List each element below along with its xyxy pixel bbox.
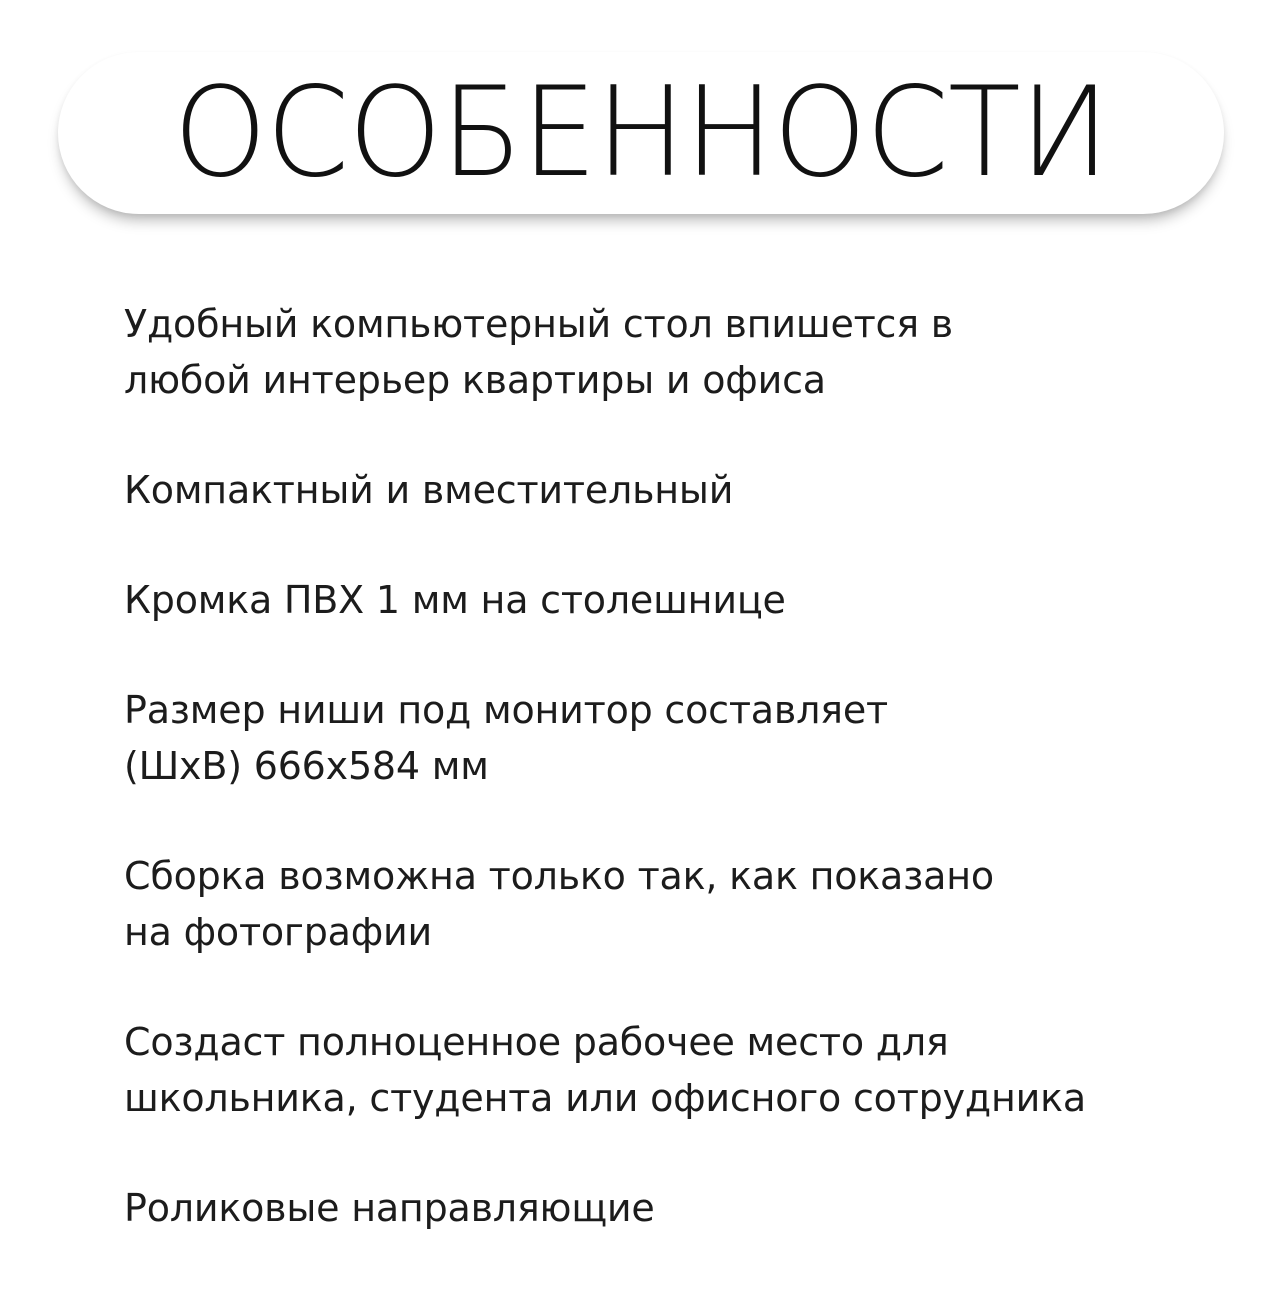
feature-text: на фотографии xyxy=(124,910,432,954)
feature-text: школьника, студента или офисного сотрудника xyxy=(124,1076,1086,1120)
feature-item xyxy=(124,462,1224,518)
feature-text: Размер ниши под монитор составляет xyxy=(124,688,888,732)
feature-text: (ШхВ) 666х584 мм xyxy=(124,744,489,788)
feature-text: Сборка возможна только так, как показано xyxy=(124,854,994,898)
feature-text: Роликовые направляющие xyxy=(124,1186,655,1230)
page-title: ОСОБЕННОСТИ xyxy=(173,61,1109,205)
feature-text: Компактный и вместительный xyxy=(124,468,734,512)
feature-text: любой интерьер квартиры и офиса xyxy=(124,358,826,402)
feature-text: Удобный компьютерный стол впишется в xyxy=(124,302,953,346)
feature-text: Создаст полноценное рабочее место для xyxy=(124,1020,949,1064)
feature-item xyxy=(124,848,1224,960)
feature-item xyxy=(124,1014,1224,1126)
feature-text: Кромка ПВХ 1 мм на столешнице xyxy=(124,578,786,622)
feature-item xyxy=(124,296,1224,408)
feature-item xyxy=(124,1180,1224,1236)
features-list xyxy=(124,296,1224,1290)
feature-item xyxy=(124,682,1224,794)
feature-item xyxy=(124,572,1224,628)
